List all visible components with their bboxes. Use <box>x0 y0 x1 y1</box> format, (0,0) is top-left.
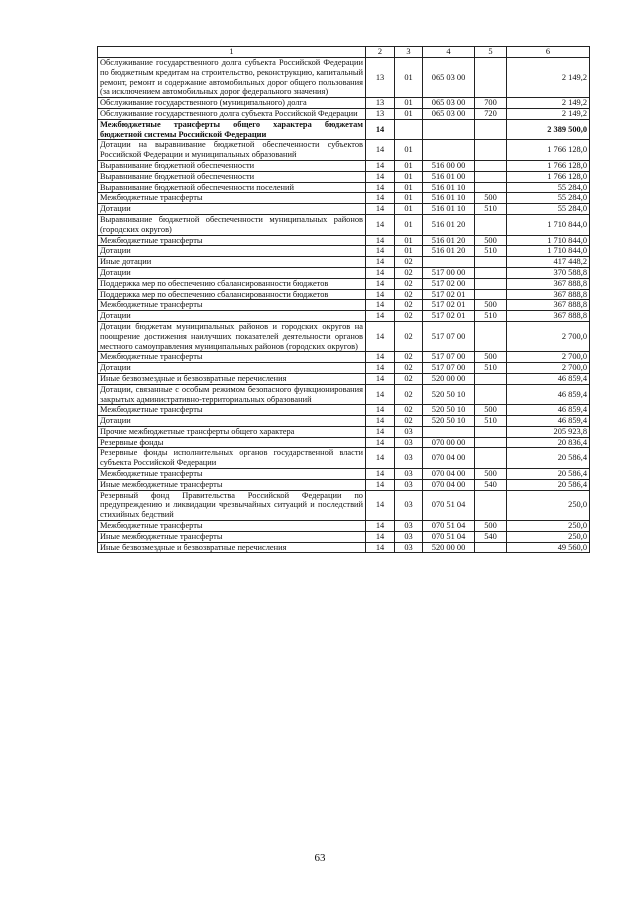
cell-name: Выравнивание бюджетной обеспеченности поселений <box>98 182 366 193</box>
cell-name: Дотации <box>98 267 366 278</box>
cell-target-code: 516 01 20 <box>423 246 475 257</box>
table-body <box>98 58 590 553</box>
cell-target-code: 065 03 00 <box>423 58 475 98</box>
cell-target-code: 517 07 00 <box>423 363 475 374</box>
cell-section: 14 <box>366 119 395 140</box>
cell-target-code: 520 50 10 <box>423 405 475 416</box>
cell-expense-type: 500 <box>475 405 507 416</box>
table-row <box>98 140 590 161</box>
table-row <box>98 373 590 384</box>
cell-expense-type: 500 <box>475 235 507 246</box>
cell-subsection: 02 <box>395 289 423 300</box>
cell-subsection: 02 <box>395 373 423 384</box>
header-col-6: 6 <box>507 47 590 58</box>
cell-target-code: 070 51 04 <box>423 521 475 532</box>
cell-name: Обслуживание государственного долга субъекта Российской Федерации по бюджетным кредитам на строительство, реконструкцию, капитальный ремонт, ремонт и содержание автомобильных дорог общего пользования (за исключением автомобильных дорог федерального значения) <box>98 58 366 98</box>
cell-expense-type <box>475 214 507 235</box>
header-col-2: 2 <box>366 47 395 58</box>
table-row <box>98 426 590 437</box>
cell-section: 13 <box>366 98 395 109</box>
cell-expense-type: 500 <box>475 469 507 480</box>
cell-amount: 1 766 128,0 <box>507 140 590 161</box>
cell-expense-type <box>475 58 507 98</box>
cell-target-code: 520 50 10 <box>423 384 475 405</box>
cell-name: Резервные фонды <box>98 437 366 448</box>
cell-target-code: 516 01 10 <box>423 182 475 193</box>
table-row <box>98 171 590 182</box>
cell-name: Поддержка мер по обеспечению сбалансированности бюджетов <box>98 289 366 300</box>
cell-section: 14 <box>366 531 395 542</box>
cell-name: Дотации <box>98 416 366 427</box>
table-header <box>98 47 590 58</box>
cell-target-code: 065 03 00 <box>423 98 475 109</box>
cell-subsection: 03 <box>395 531 423 542</box>
table-row <box>98 278 590 289</box>
cell-target-code: 070 51 04 <box>423 490 475 520</box>
cell-section: 14 <box>366 171 395 182</box>
cell-section: 14 <box>366 405 395 416</box>
cell-amount: 205 923,8 <box>507 426 590 437</box>
cell-amount: 417 448,2 <box>507 257 590 268</box>
table-row <box>98 448 590 469</box>
cell-amount: 2 149,2 <box>507 108 590 119</box>
page-number: 63 <box>314 852 326 864</box>
cell-section: 14 <box>366 278 395 289</box>
cell-name: Обслуживание государственного (муниципального) долга <box>98 98 366 109</box>
table-row <box>98 193 590 204</box>
cell-subsection: 02 <box>395 278 423 289</box>
cell-target-code: 065 03 00 <box>423 108 475 119</box>
cell-target-code: 517 00 00 <box>423 267 475 278</box>
cell-name: Межбюджетные трансферты <box>98 300 366 311</box>
cell-expense-type <box>475 426 507 437</box>
cell-amount: 367 888,8 <box>507 278 590 289</box>
table-row <box>98 437 590 448</box>
cell-section: 14 <box>366 542 395 553</box>
table-row <box>98 160 590 171</box>
table-row <box>98 531 590 542</box>
table-row <box>98 311 590 322</box>
cell-amount: 2 700,0 <box>507 352 590 363</box>
header-col-4: 4 <box>423 47 475 58</box>
cell-amount: 2 149,2 <box>507 98 590 109</box>
cell-name: Выравнивание бюджетной обеспеченности <box>98 160 366 171</box>
cell-target-code: 070 51 04 <box>423 531 475 542</box>
cell-target-code: 517 02 01 <box>423 311 475 322</box>
cell-amount: 250,0 <box>507 490 590 520</box>
cell-target-code: 516 01 00 <box>423 171 475 182</box>
cell-section: 14 <box>366 448 395 469</box>
cell-target-code: 516 01 10 <box>423 204 475 215</box>
cell-amount: 2 389 500,0 <box>507 119 590 140</box>
table-row <box>98 490 590 520</box>
cell-amount: 367 888,8 <box>507 289 590 300</box>
cell-subsection: 01 <box>395 140 423 161</box>
cell-expense-type: 540 <box>475 479 507 490</box>
header-row <box>98 47 590 58</box>
cell-subsection: 03 <box>395 479 423 490</box>
cell-expense-type <box>475 182 507 193</box>
table-row <box>98 384 590 405</box>
cell-section: 14 <box>366 257 395 268</box>
cell-amount: 20 586,4 <box>507 479 590 490</box>
cell-subsection: 02 <box>395 257 423 268</box>
table-row <box>98 300 590 311</box>
cell-subsection: 02 <box>395 363 423 374</box>
table-row <box>98 246 590 257</box>
cell-name: Дотации бюджетам муниципальных районов и городских округов на поощрение достижения наилучших показателей деятельности органов местного самоуправления муниципальных районов (городских округов) <box>98 321 366 351</box>
cell-section: 14 <box>366 193 395 204</box>
cell-name: Обслуживание государственного долга субъекта Российской Федерации <box>98 108 366 119</box>
cell-target-code: 516 00 00 <box>423 160 475 171</box>
header-col-3: 3 <box>395 47 423 58</box>
table-row <box>98 469 590 480</box>
cell-subsection: 02 <box>395 311 423 322</box>
cell-expense-type <box>475 257 507 268</box>
table-row <box>98 182 590 193</box>
cell-section: 14 <box>366 267 395 278</box>
cell-section: 14 <box>366 182 395 193</box>
cell-expense-type <box>475 278 507 289</box>
cell-subsection: 01 <box>395 214 423 235</box>
cell-section: 14 <box>366 490 395 520</box>
cell-section: 14 <box>366 426 395 437</box>
cell-expense-type <box>475 373 507 384</box>
cell-target-code: 517 02 01 <box>423 289 475 300</box>
cell-name: Межбюджетные трансферты <box>98 352 366 363</box>
cell-name: Межбюджетные трансферты <box>98 193 366 204</box>
cell-section: 13 <box>366 58 395 98</box>
cell-target-code: 516 01 20 <box>423 214 475 235</box>
header-col-5: 5 <box>475 47 507 58</box>
cell-amount: 2 700,0 <box>507 321 590 351</box>
cell-section: 13 <box>366 108 395 119</box>
cell-amount: 250,0 <box>507 521 590 532</box>
cell-amount: 46 859,4 <box>507 405 590 416</box>
cell-subsection <box>395 119 423 140</box>
cell-subsection: 01 <box>395 193 423 204</box>
cell-subsection: 01 <box>395 171 423 182</box>
cell-subsection: 03 <box>395 469 423 480</box>
cell-name: Дотации <box>98 311 366 322</box>
cell-amount: 46 859,4 <box>507 416 590 427</box>
cell-expense-type <box>475 448 507 469</box>
cell-expense-type <box>475 140 507 161</box>
cell-subsection: 02 <box>395 352 423 363</box>
table-row <box>98 108 590 119</box>
table-row <box>98 289 590 300</box>
cell-expense-type: 700 <box>475 98 507 109</box>
cell-expense-type <box>475 384 507 405</box>
cell-section: 14 <box>366 469 395 480</box>
cell-expense-type: 510 <box>475 204 507 215</box>
cell-name: Дотации, связанные с особым режимом безопасного функционирования закрытых административно-территориальных образований <box>98 384 366 405</box>
cell-expense-type: 510 <box>475 416 507 427</box>
cell-target-code: 516 01 20 <box>423 235 475 246</box>
budget-table <box>97 46 590 553</box>
cell-section: 14 <box>366 311 395 322</box>
table-row <box>98 119 590 140</box>
cell-expense-type: 510 <box>475 311 507 322</box>
cell-amount: 250,0 <box>507 531 590 542</box>
cell-expense-type: 720 <box>475 108 507 119</box>
cell-amount: 49 560,0 <box>507 542 590 553</box>
cell-name: Выравнивание бюджетной обеспеченности муниципальных районов (городских округов) <box>98 214 366 235</box>
table-row <box>98 58 590 98</box>
cell-expense-type <box>475 321 507 351</box>
cell-subsection: 02 <box>395 300 423 311</box>
table-row <box>98 405 590 416</box>
cell-section: 14 <box>366 214 395 235</box>
cell-name: Межбюджетные трансферты общего характера бюджетам бюджетной системы Российской Федерации <box>98 119 366 140</box>
cell-target-code: 516 01 10 <box>423 193 475 204</box>
header-col-1: 1 <box>98 47 366 58</box>
cell-section: 14 <box>366 321 395 351</box>
cell-target-code: 517 07 00 <box>423 352 475 363</box>
cell-section: 14 <box>366 160 395 171</box>
cell-expense-type <box>475 542 507 553</box>
table-row <box>98 98 590 109</box>
cell-expense-type: 500 <box>475 300 507 311</box>
cell-expense-type: 510 <box>475 363 507 374</box>
cell-subsection: 02 <box>395 321 423 351</box>
table-row <box>98 267 590 278</box>
cell-name: Иные дотации <box>98 257 366 268</box>
cell-section: 14 <box>366 373 395 384</box>
cell-target-code: 517 07 00 <box>423 321 475 351</box>
cell-section: 14 <box>366 246 395 257</box>
cell-subsection: 01 <box>395 58 423 98</box>
cell-section: 14 <box>366 289 395 300</box>
cell-expense-type <box>475 437 507 448</box>
cell-subsection: 03 <box>395 521 423 532</box>
cell-name: Иные межбюджетные трансферты <box>98 479 366 490</box>
cell-subsection: 01 <box>395 204 423 215</box>
cell-expense-type: 500 <box>475 352 507 363</box>
cell-name: Поддержка мер по обеспечению сбалансированности бюджетов <box>98 278 366 289</box>
cell-amount: 1 766 128,0 <box>507 171 590 182</box>
cell-target-code: 520 00 00 <box>423 373 475 384</box>
cell-name: Резервные фонды исполнительных органов государственной власти субъекта Российской Федерации <box>98 448 366 469</box>
cell-section: 14 <box>366 140 395 161</box>
cell-name: Выравнивание бюджетной обеспеченности <box>98 171 366 182</box>
cell-target-code: 517 02 00 <box>423 278 475 289</box>
table-row <box>98 479 590 490</box>
table-row <box>98 363 590 374</box>
cell-target-code: 520 00 00 <box>423 542 475 553</box>
cell-amount: 55 284,0 <box>507 182 590 193</box>
cell-name: Межбюджетные трансферты <box>98 521 366 532</box>
cell-subsection: 01 <box>395 235 423 246</box>
cell-amount: 1 710 844,0 <box>507 235 590 246</box>
cell-expense-type: 510 <box>475 246 507 257</box>
table-row <box>98 235 590 246</box>
cell-amount: 2 149,2 <box>507 58 590 98</box>
cell-section: 14 <box>366 416 395 427</box>
table-row <box>98 416 590 427</box>
cell-subsection: 02 <box>395 405 423 416</box>
cell-section: 14 <box>366 352 395 363</box>
cell-target-code: 070 00 00 <box>423 437 475 448</box>
cell-amount: 370 588,8 <box>507 267 590 278</box>
cell-amount: 1 710 844,0 <box>507 246 590 257</box>
table-row <box>98 352 590 363</box>
cell-target-code: 070 04 00 <box>423 448 475 469</box>
cell-amount: 20 836,4 <box>507 437 590 448</box>
cell-amount: 1 766 128,0 <box>507 160 590 171</box>
cell-amount: 55 284,0 <box>507 204 590 215</box>
cell-expense-type <box>475 160 507 171</box>
cell-target-code: 520 50 10 <box>423 416 475 427</box>
cell-amount: 55 284,0 <box>507 193 590 204</box>
cell-amount: 46 859,4 <box>507 384 590 405</box>
cell-amount: 367 888,8 <box>507 311 590 322</box>
cell-expense-type <box>475 289 507 300</box>
cell-target-code <box>423 119 475 140</box>
cell-name: Дотации <box>98 363 366 374</box>
cell-subsection: 03 <box>395 437 423 448</box>
cell-name: Иные безвозмездные и безвозвратные перечисления <box>98 373 366 384</box>
cell-expense-type: 500 <box>475 193 507 204</box>
cell-amount: 367 888,8 <box>507 300 590 311</box>
cell-amount: 20 586,4 <box>507 469 590 480</box>
cell-section: 14 <box>366 437 395 448</box>
table-row <box>98 204 590 215</box>
cell-section: 14 <box>366 363 395 374</box>
cell-subsection: 03 <box>395 542 423 553</box>
cell-target-code: 070 04 00 <box>423 479 475 490</box>
cell-section: 14 <box>366 521 395 532</box>
cell-amount: 46 859,4 <box>507 373 590 384</box>
cell-target-code: 517 02 01 <box>423 300 475 311</box>
cell-expense-type <box>475 267 507 278</box>
cell-subsection: 02 <box>395 384 423 405</box>
cell-expense-type: 540 <box>475 531 507 542</box>
cell-section: 14 <box>366 204 395 215</box>
cell-name: Иные безвозмездные и безвозвратные перечисления <box>98 542 366 553</box>
cell-name: Резервный фонд Правительства Российской Федерации по предупреждению и ликвидации чрезвычайных ситуаций и последствий стихийных бедствий <box>98 490 366 520</box>
cell-amount: 20 586,4 <box>507 448 590 469</box>
cell-name: Дотации <box>98 204 366 215</box>
cell-expense-type <box>475 119 507 140</box>
cell-amount: 1 710 844,0 <box>507 214 590 235</box>
cell-section: 14 <box>366 300 395 311</box>
cell-target-code <box>423 426 475 437</box>
cell-subsection: 03 <box>395 448 423 469</box>
table-row <box>98 257 590 268</box>
cell-name: Межбюджетные трансферты <box>98 405 366 416</box>
cell-subsection: 01 <box>395 182 423 193</box>
cell-name: Дотации на выравнивание бюджетной обеспеченности субъектов Российской Федерации и муниципальных образований <box>98 140 366 161</box>
cell-name: Межбюджетные трансферты <box>98 469 366 480</box>
table-row <box>98 321 590 351</box>
cell-subsection: 01 <box>395 98 423 109</box>
cell-expense-type <box>475 171 507 182</box>
cell-expense-type: 500 <box>475 521 507 532</box>
cell-name: Иные межбюджетные трансферты <box>98 531 366 542</box>
cell-amount: 2 700,0 <box>507 363 590 374</box>
cell-name: Межбюджетные трансферты <box>98 235 366 246</box>
cell-subsection: 01 <box>395 160 423 171</box>
cell-subsection: 03 <box>395 426 423 437</box>
cell-name: Дотации <box>98 246 366 257</box>
cell-target-code <box>423 140 475 161</box>
cell-subsection: 03 <box>395 490 423 520</box>
cell-subsection: 02 <box>395 267 423 278</box>
table-row <box>98 214 590 235</box>
cell-section: 14 <box>366 384 395 405</box>
cell-subsection: 01 <box>395 108 423 119</box>
cell-subsection: 01 <box>395 246 423 257</box>
cell-subsection: 02 <box>395 416 423 427</box>
cell-expense-type <box>475 490 507 520</box>
table-row <box>98 542 590 553</box>
table-row <box>98 521 590 532</box>
cell-target-code: 070 04 00 <box>423 469 475 480</box>
cell-section: 14 <box>366 479 395 490</box>
cell-section: 14 <box>366 235 395 246</box>
cell-name: Прочие межбюджетные трансферты общего характера <box>98 426 366 437</box>
cell-target-code <box>423 257 475 268</box>
